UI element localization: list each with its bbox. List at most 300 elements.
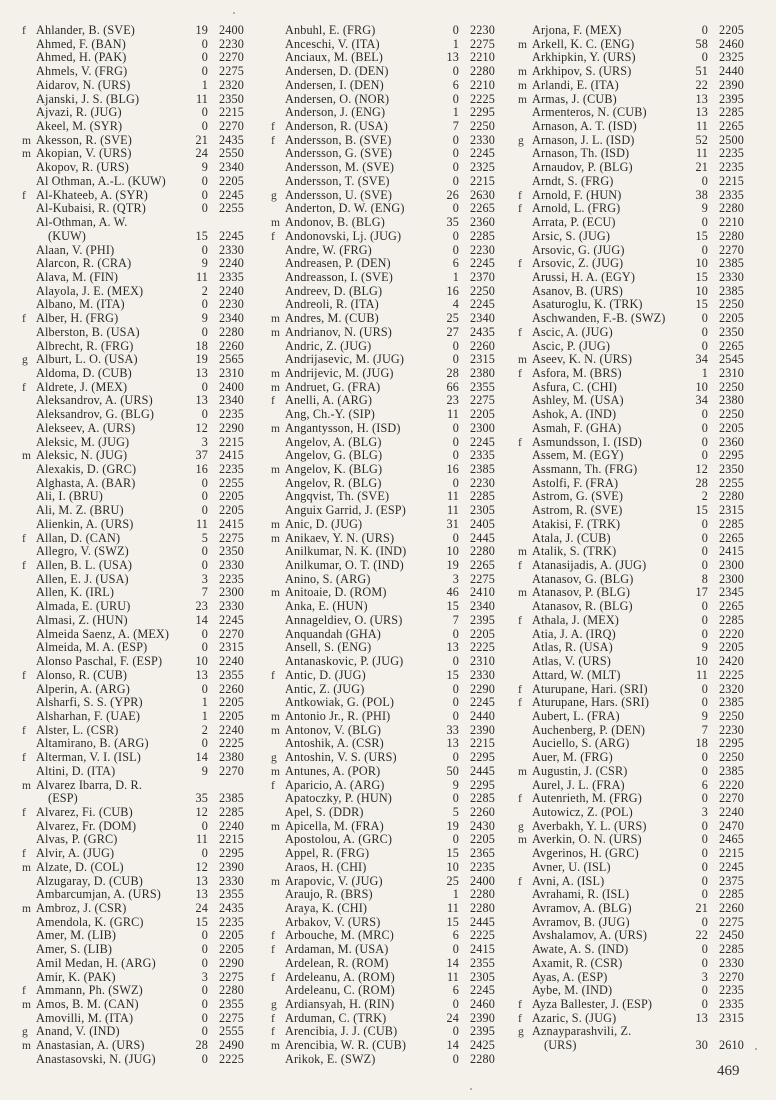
games-count: 10 <box>695 654 708 669</box>
title-marker: f <box>271 134 275 147</box>
games-count: 19 <box>195 352 208 367</box>
rating-value: 2215 <box>470 173 495 188</box>
games-count: 0 <box>201 173 208 188</box>
list-entry <box>271 573 495 587</box>
rating-value: 2205 <box>470 407 495 422</box>
games-count: 0 <box>452 750 459 765</box>
list-entry <box>271 1053 495 1067</box>
rating-value: 2415 <box>219 448 244 463</box>
player-name: Atalik, S. (TRK) <box>532 545 617 559</box>
player-name: Angelov, K. (BLG) <box>285 463 383 476</box>
list-entry <box>518 614 744 628</box>
rating-value: 2330 <box>719 269 744 284</box>
rating-value: 2460 <box>470 997 495 1012</box>
games-count: 0 <box>701 626 708 641</box>
list-entry <box>22 230 244 244</box>
games-count: 10 <box>195 654 208 669</box>
player-name: Anikaev, Y. N. (URS) <box>285 531 395 545</box>
title-marker: m <box>271 765 281 778</box>
list-entry <box>22 600 244 614</box>
rating-value: 2340 <box>219 311 244 326</box>
games-count: 0 <box>701 763 708 778</box>
games-count: 12 <box>195 859 208 874</box>
player-name: Atala, J. (CUB) <box>532 531 611 545</box>
rating-value: 2320 <box>219 77 244 92</box>
rating-value: 2250 <box>719 708 744 723</box>
rating-value: 2265 <box>719 119 744 134</box>
rating-value: 2245 <box>470 983 495 998</box>
games-count: 0 <box>452 1051 459 1066</box>
list-entry <box>518 504 744 518</box>
rating-value: 2275 <box>470 36 495 51</box>
rating-value: 2310 <box>719 365 744 380</box>
games-count: 35 <box>446 215 459 230</box>
player-name: Almada, E. (URU) <box>36 600 131 614</box>
title-marker: g <box>518 1026 524 1039</box>
rating-value: 2220 <box>719 777 744 792</box>
list-entry <box>518 957 744 971</box>
title-marker: m <box>271 313 281 326</box>
player-name: Ascic, A. (JUG) <box>532 325 613 339</box>
list-entry <box>518 779 744 793</box>
list-entry <box>518 902 744 916</box>
rating-value: 2320 <box>719 681 744 696</box>
games-count: 6 <box>452 256 459 271</box>
title-marker: f <box>22 848 26 861</box>
games-count: 0 <box>701 832 708 847</box>
games-count: 9 <box>201 256 208 271</box>
games-count: 10 <box>446 544 459 559</box>
rating-value: 2285 <box>470 791 495 806</box>
rating-value: 2400 <box>219 379 244 394</box>
rating-value: 2435 <box>219 132 244 147</box>
games-count: 0 <box>201 983 208 998</box>
title-marker: f <box>22 189 26 202</box>
list-entry <box>22 202 244 216</box>
list-entry <box>518 628 744 642</box>
rating-value: 2290 <box>219 955 244 970</box>
games-count: 0 <box>701 420 708 435</box>
rating-value: 2295 <box>719 736 744 751</box>
title-marker: f <box>22 560 26 573</box>
title-marker: f <box>271 971 275 984</box>
player-name: Appel, R. (FRG) <box>285 847 370 861</box>
player-name: Allen, E. J. (USA) <box>36 572 129 586</box>
games-count: 11 <box>446 969 459 984</box>
games-count: 0 <box>701 846 708 861</box>
player-name: Amos, B. M. (CAN) <box>36 998 139 1012</box>
player-name: Attard, W. (MLT) <box>532 668 621 682</box>
list-entry <box>271 161 495 175</box>
title-marker: m <box>271 422 281 435</box>
games-count: 24 <box>195 146 208 161</box>
games-count: 0 <box>701 50 708 65</box>
games-count: 13 <box>195 667 208 682</box>
title-marker: m <box>271 875 281 888</box>
list-entry <box>22 724 244 738</box>
player-name: Alvas, P. (GRC) <box>36 833 118 847</box>
rating-value: 2240 <box>219 654 244 669</box>
player-name: Asaturoglu, K. (TRK) <box>532 298 643 312</box>
player-name: Albano, M. (ITA) <box>36 298 125 312</box>
list-entry <box>271 312 495 326</box>
player-name: Alvarez, Fi. (CUB) <box>36 805 133 819</box>
player-name: Antanaskovic, P. (JUG) <box>285 655 404 669</box>
player-name: Andersson, G. (SVE) <box>285 147 393 161</box>
games-count: 0 <box>452 64 459 79</box>
list-entry <box>22 971 244 985</box>
games-count: 0 <box>201 297 208 312</box>
rating-value: 2370 <box>470 269 495 284</box>
list-entry <box>271 271 495 285</box>
list-entry <box>22 916 244 930</box>
list-entry <box>22 669 244 683</box>
list-entry <box>271 216 495 230</box>
player-name: Andreev, D. (BLG) <box>285 284 383 298</box>
games-count: 38 <box>695 187 708 202</box>
list-entry <box>22 710 244 724</box>
list-entry <box>518 641 744 655</box>
player-name: Alonso Paschal, F. (ESP) <box>36 655 163 669</box>
list-entry <box>22 532 244 546</box>
title-marker: f <box>518 697 522 710</box>
player-name: Ali, I. (BRU) <box>36 490 103 504</box>
player-name: Ajvazi, R. (JUG) <box>36 106 122 120</box>
games-count: 0 <box>701 914 708 929</box>
list-entry <box>22 751 244 765</box>
games-count: 0 <box>452 448 459 463</box>
list-entry <box>518 202 744 216</box>
games-count: 11 <box>195 91 208 106</box>
list-entry <box>271 79 495 93</box>
player-name: Aznayparashvili, Z. <box>532 1025 632 1039</box>
rating-value: 2360 <box>470 215 495 230</box>
player-name: Alexakis, D. (GRC) <box>36 463 137 476</box>
title-marker: m <box>271 217 281 230</box>
rating-value: 2265 <box>470 201 495 216</box>
rating-value: 2330 <box>219 599 244 614</box>
rating-value: 2240 <box>219 818 244 833</box>
title-marker: g <box>22 1026 28 1039</box>
title-marker: m <box>518 765 528 778</box>
rating-value: 2245 <box>219 228 244 243</box>
games-count: 0 <box>452 708 459 723</box>
list-entry <box>271 230 495 244</box>
rating-value: 2465 <box>719 832 744 847</box>
games-count: 2 <box>201 283 208 298</box>
list-entry <box>22 381 244 395</box>
player-name: Antic, D. (JUG) <box>285 668 366 682</box>
list-entry <box>518 381 744 395</box>
rating-value: 2270 <box>219 763 244 778</box>
player-name: Ahmed, F. (BAN) <box>36 37 126 51</box>
rating-value: 2260 <box>719 901 744 915</box>
player-name: Anastasovski, N. (JUG) <box>36 1052 156 1066</box>
games-count: 0 <box>701 887 708 902</box>
player-name: Ashley, M. (USA) <box>532 394 624 408</box>
player-name: Andreasson, I. (SVE) <box>285 270 393 284</box>
player-name: Alperin, A. (ARG) <box>36 682 130 696</box>
player-name: Apatoczky, P. (HUN) <box>285 792 392 806</box>
rating-value: 2215 <box>219 832 244 847</box>
list-entry <box>22 984 244 998</box>
rating-value: 2250 <box>719 297 744 312</box>
games-count: 28 <box>195 1038 208 1053</box>
games-count: 0 <box>452 791 459 806</box>
player-name: Araos, H. (CHI) <box>285 860 367 874</box>
games-count: 1 <box>201 708 208 723</box>
player-name: Augustin, J. (CSR) <box>532 764 628 778</box>
games-count: 9 <box>201 160 208 175</box>
list-entry <box>22 134 244 148</box>
rating-value: 2270 <box>219 119 244 134</box>
games-count: 0 <box>701 530 708 545</box>
rating-value: 2355 <box>219 667 244 682</box>
rating-value: 2205 <box>719 420 744 435</box>
rating-value: 2225 <box>470 91 495 106</box>
player-name: Amovilli, M. (ITA) <box>36 1011 134 1025</box>
player-name: Alvarez, Fr. (DOM) <box>36 819 137 833</box>
player-name: Anka, E. (HUN) <box>285 600 368 614</box>
games-count: 52 <box>695 132 708 147</box>
list-entry <box>518 463 744 477</box>
list-entry <box>22 1025 244 1039</box>
list-entry <box>518 847 744 861</box>
rating-value: 2340 <box>470 311 495 326</box>
games-count: 31 <box>446 516 459 531</box>
rating-value: 2310 <box>219 365 244 380</box>
rating-value: 2285 <box>470 228 495 243</box>
list-entry <box>518 724 744 738</box>
list-entry <box>22 559 244 573</box>
player-name: Angelov, A. (BLG) <box>285 435 382 449</box>
title-marker: m <box>518 834 528 847</box>
rating-value: 2215 <box>470 736 495 751</box>
player-name: (ESP) <box>48 792 78 806</box>
rating-value: 2205 <box>219 928 244 943</box>
list-entry <box>518 408 744 422</box>
games-count: 0 <box>701 695 708 710</box>
list-entry <box>22 340 244 354</box>
rating-value: 2270 <box>719 969 744 984</box>
player-name: Allen, K. (IRL) <box>36 586 115 600</box>
games-count: 11 <box>695 119 708 134</box>
rating-value: 2265 <box>719 599 744 614</box>
player-name: Astrom, G. (SVE) <box>532 490 624 504</box>
list-entry <box>22 298 244 312</box>
title-marker: m <box>271 381 281 394</box>
player-name: Alienkin, A. (URS) <box>36 517 134 531</box>
list-entry <box>271 628 495 642</box>
games-count: 1 <box>701 365 708 380</box>
player-name: Avni, A. (ISL) <box>532 874 605 888</box>
rating-value: 2285 <box>719 612 744 627</box>
player-name: Anilkumar, O. T. (IND) <box>285 559 404 573</box>
list-entry <box>518 573 744 587</box>
rating-value: 2435 <box>470 324 495 339</box>
rating-value: 2295 <box>470 105 495 120</box>
title-marker: m <box>22 861 32 874</box>
player-name: Arduman, C. (TRK) <box>285 1011 387 1025</box>
rating-value: 2330 <box>470 132 495 147</box>
player-name: Ambroz, J. (CSR) <box>36 902 127 915</box>
list-entry <box>271 1012 495 1026</box>
player-name: Antonov, V. (BLG) <box>285 723 382 737</box>
games-count: 0 <box>201 1010 208 1025</box>
title-marker: m <box>271 1040 281 1053</box>
rating-value: 2260 <box>470 804 495 819</box>
list-entry <box>271 655 495 669</box>
rating-value: 2330 <box>219 242 244 257</box>
rating-value: 2205 <box>219 695 244 710</box>
player-name: Aleksandrov, A. (URS) <box>36 394 153 408</box>
list-entry <box>22 449 244 463</box>
rating-list-column-2 <box>271 24 495 1067</box>
games-count: 0 <box>452 475 459 490</box>
games-count: 25 <box>446 873 459 888</box>
player-name: Aldoma, D. (CUB) <box>36 366 132 380</box>
list-entry <box>518 943 744 957</box>
title-marker: m <box>518 79 528 92</box>
player-name: Assem, M. (EGY) <box>532 449 624 463</box>
games-count: 28 <box>695 475 708 490</box>
player-name: Asmah, F. (GHA) <box>532 421 622 435</box>
list-entry <box>22 861 244 875</box>
list-entry <box>271 189 495 203</box>
list-entry <box>518 984 744 998</box>
list-entry <box>22 655 244 669</box>
games-count: 1 <box>452 269 459 284</box>
list-entry <box>271 559 495 573</box>
list-entry <box>22 271 244 285</box>
scan-speck <box>470 1088 472 1090</box>
games-count: 1 <box>452 887 459 902</box>
games-count: 28 <box>446 365 459 380</box>
list-entry <box>22 312 244 326</box>
player-name: Alberston, B. (USA) <box>36 325 140 339</box>
player-name: Arnason, J. L. (ISD) <box>532 133 635 147</box>
player-name: Amer, S. (LIB) <box>36 943 113 957</box>
games-count: 3 <box>201 571 208 586</box>
list-entry <box>518 106 744 120</box>
rating-value: 2235 <box>719 146 744 161</box>
rating-value: 2220 <box>719 626 744 641</box>
rating-value: 2400 <box>470 873 495 888</box>
rating-value: 2285 <box>719 105 744 120</box>
games-count: 19 <box>195 23 208 37</box>
rating-value: 2335 <box>719 997 744 1012</box>
player-name: Ardeleanu, C. (ROM) <box>285 984 395 998</box>
games-count: 13 <box>195 365 208 380</box>
rating-value: 2340 <box>219 393 244 408</box>
list-entry <box>518 271 744 285</box>
list-entry <box>518 1039 744 1053</box>
rating-value: 2350 <box>219 91 244 106</box>
rating-value: 2305 <box>470 969 495 984</box>
rating-value: 2315 <box>219 640 244 655</box>
player-name: Aldrete, J. (MEX) <box>36 380 128 394</box>
player-name: (URS) <box>544 1039 577 1053</box>
games-count: 2 <box>201 722 208 737</box>
rating-value: 2255 <box>219 475 244 490</box>
title-marker: f <box>22 532 26 545</box>
list-entry <box>518 655 744 669</box>
player-name: Andersson, M. (SVE) <box>285 161 395 175</box>
list-entry <box>271 902 495 916</box>
list-entry <box>271 147 495 161</box>
rating-value: 2355 <box>219 997 244 1012</box>
games-count: 22 <box>695 928 708 943</box>
list-entry <box>518 422 744 436</box>
rating-value: 2250 <box>719 750 744 765</box>
games-count: 7 <box>452 612 459 627</box>
rating-value: 2275 <box>219 64 244 79</box>
title-marker: g <box>271 999 277 1012</box>
title-marker: m <box>271 326 281 339</box>
player-name: Angantysson, H. (ISD) <box>285 421 401 435</box>
title-marker: m <box>518 38 528 51</box>
player-name: Anderson, R. (USA) <box>285 120 388 134</box>
list-entry <box>22 833 244 847</box>
list-entry <box>518 600 744 614</box>
list-entry <box>22 257 244 271</box>
player-name: Autenrieth, M. (FRG) <box>532 792 642 806</box>
player-name: (KUW) <box>48 229 86 243</box>
player-name: Aturupane, Hars. (SRI) <box>532 696 650 710</box>
rating-value: 2205 <box>219 503 244 518</box>
rating-value: 2350 <box>719 324 744 339</box>
player-name: Akopov, R. (URS) <box>36 161 130 175</box>
player-name: Autowicz, Z. (POL) <box>532 805 633 819</box>
games-count: 11 <box>446 503 459 518</box>
list-entry <box>518 175 744 189</box>
title-marker: g <box>22 354 28 367</box>
rating-value: 2280 <box>470 887 495 902</box>
rating-value: 2205 <box>470 832 495 847</box>
rating-value: 2255 <box>219 201 244 216</box>
games-count: 16 <box>195 462 208 476</box>
player-name: Arnason, Th. (ISD) <box>532 147 630 161</box>
player-name: Alava, M. (FIN) <box>36 270 119 284</box>
games-count: 35 <box>195 791 208 806</box>
rating-value: 2235 <box>219 462 244 476</box>
player-name: Aybe, M. (IND) <box>532 984 613 998</box>
player-name: Atakisi, F. (TRK) <box>532 517 621 531</box>
games-count: 19 <box>446 818 459 833</box>
rating-value: 2265 <box>470 558 495 573</box>
title-marker: f <box>22 313 26 326</box>
player-name: Arapovic, V. (JUG) <box>285 874 383 888</box>
player-name: Ahmed, H. (PAK) <box>36 51 127 65</box>
scan-speck <box>755 1048 757 1050</box>
list-entry <box>22 1039 244 1053</box>
player-name: Arbouche, M. (MRC) <box>285 929 394 943</box>
list-entry <box>271 175 495 189</box>
list-entry <box>271 367 495 381</box>
player-name: Armenteros, N. (CUB) <box>532 106 647 120</box>
list-entry <box>518 147 744 161</box>
rating-value: 2240 <box>219 283 244 298</box>
player-name: Apicella, M. (FRA) <box>285 819 384 833</box>
games-count: 0 <box>201 489 208 504</box>
games-count: 15 <box>446 914 459 929</box>
rating-value: 2250 <box>719 379 744 394</box>
player-name: Armas, J. (CUB) <box>532 92 617 106</box>
games-count: 0 <box>701 791 708 806</box>
rating-value: 2385 <box>219 791 244 806</box>
games-count: 11 <box>195 832 208 847</box>
player-name: Andreoli, R. (ITA) <box>285 298 379 312</box>
